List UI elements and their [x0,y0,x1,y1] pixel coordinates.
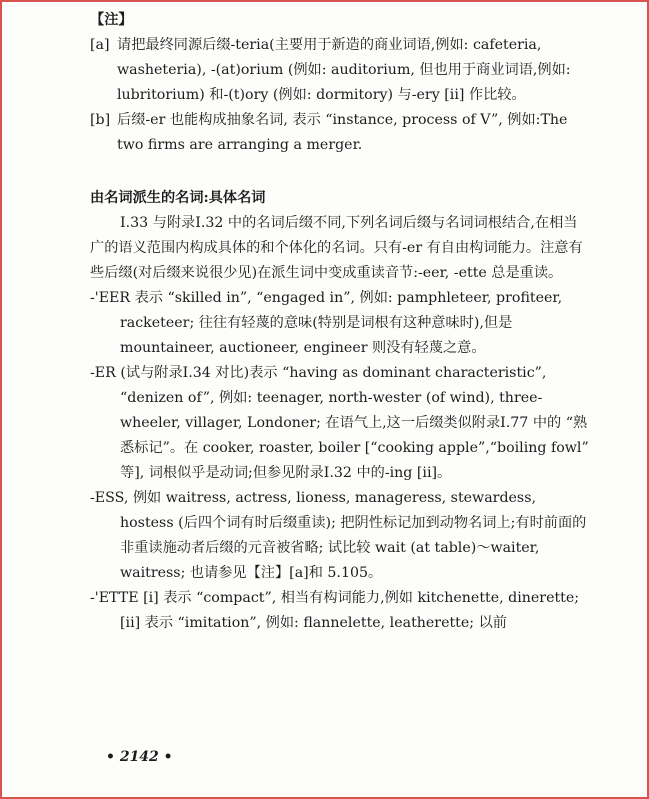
note-b [90,108,590,158]
suffix-entry-ette: -'ETTE [i] 表示 “compact”, 相当有构词能力,例如 kitchenette, dinerette; [90,590,580,606]
intro-paragraph: Ⅰ.33 与附录Ⅰ.32 中的名词后缀不同,下列名词后缀与名词词根结合,在相当广的语义范围内构成具体的和个体化的名词。只有-er 有自由构词能力。注意有些后缀(对后缀来说很少见)在派生词中变成重读音节:-eer, -ette 总是重读。 [90,215,583,281]
document-page [90,8,590,636]
section-gap [90,158,590,186]
suffix-entry-ess: -ESS, 例如 waitress, actress, lioness, manageress, stewardess, hostess (后四个词有时后缀重读); 把阴性标记加到动物名词上;有时前面的非重读施动者后缀的元音被省略; 试比较 wait (at table)～waiter, waitress; 也请参见【注】[a]和 5.105。 [90,490,587,581]
suffix-entry-ette-continuation: [ii] 表示 “imitation”, 例如: flannelette, leatherette; 以前 [120,615,507,631]
note-text: 请把最终同源后缀-teria(主要用于新造的商业词语,例如: cafeteria, washeteria), -(at)orium (例如: auditorium, 但也用于商业词语,例如: lubritorium) 和-(t)ory (例如: dormitory) 与-ery [ii] 作比较。 [117,37,571,103]
note-a [90,33,590,108]
suffix-entry-er: -ER (试与附录Ⅰ.34 对比)表示 “having as dominant characteristic”, “denizen of”, 例如: teenager, north-wester (of wind), three-wheeler, villager, Londoner; 在语气上,这一后缀类似附录Ⅰ.77 中的 “熟悉标记”。在 cooker, roaster, boiler [“cooking apple”,“boiling fowl” 等], 词根似乎是动词;但参见附录Ⅰ.32 中的-ing [ii]。 [90,365,589,481]
page-number: • 2142 • [106,749,173,765]
note-tag: [b] [90,112,111,128]
note-text: 后缀-er 也能构成抽象名词, 表示 “instance, process of V”, 例如:The two firms are arranging a merger. [117,112,568,153]
note-tag: [a] [90,37,110,53]
section-subheading: 由名词派生的名词:具体名词 [90,190,266,206]
suffix-entry-eer: -'EER 表示 “skilled in”, “engaged in”, 例如: pamphleteer, profiteer, racketeer; 往往有轻蔑的意味(特别是词根有这种意味时),但是 mountaineer, auctioneer, engineer 则没有轻蔑之意。 [90,290,563,356]
note-heading: 【注】 [90,12,133,28]
